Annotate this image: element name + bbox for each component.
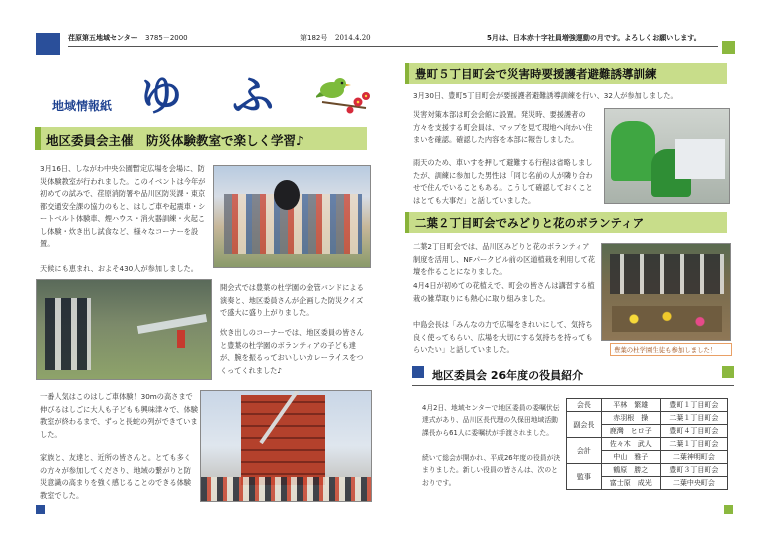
article4-para2: 続いて総会が開かれ、平成26年度の役員が決まりました。新しい役員の皆さんは、次のとおりです。: [422, 454, 561, 487]
officer-name: 平林 繁雄: [601, 399, 660, 412]
corner-square-blue-bottom: [36, 505, 45, 514]
photo-ladder-truck: [200, 390, 372, 502]
table-row: [567, 438, 728, 451]
officer-name: 鶴原 勝之: [601, 464, 660, 477]
phone: 3785－2000: [145, 34, 188, 42]
article4-para1: 4月2日、地域センターで地区委員の委嘱伏伝達式があり、品川区長代理の久保田地域活動課長から61人に委嘱状が手渡されました。: [422, 404, 560, 437]
photo-evacuation-training: [604, 108, 730, 204]
photo-mascot-crowd: [213, 165, 371, 268]
header-rule: [68, 46, 718, 47]
officers-table: [566, 398, 728, 490]
article2-para2: 雨天のため、車いすを押して避難する行程は省略しましたが、訓練に参加した男性は「同じ名前の人が隣り合わせで住んでいることもある。こうして確認しておくことはとても大事だ」と話していました。: [413, 158, 593, 205]
article1-para3: 炊き出しのコーナーでは、地区委員の皆さんと豊葉の杜学園のボランティアの子ども達が、腕を振るっておいしいカレーライスをつくってくれました♪: [220, 328, 364, 375]
section-square-blue: [412, 366, 424, 378]
officer-org: 豊町３丁目町会: [660, 464, 727, 477]
article3-para3: 中島会長は「みんなの力で広場をきれいにして、気持ち良く使ってもらい、広場を大切にする気持ちを持ってもらいたい」と話していました。: [413, 320, 593, 354]
corner-square-green-bottom: [724, 505, 733, 514]
table-row: [567, 399, 728, 412]
article1-para2: 開会式では豊葉の杜学園の金管バンドによる演奏と、地区委員さんが企画した防災クイズで盛大に盛り上がりました。: [220, 283, 364, 317]
table-row: [567, 412, 728, 425]
article3-headline: 二葉２丁目町会でみどりと花のボランティア: [405, 212, 727, 233]
corner-square-blue: [36, 33, 60, 55]
officer-name: 富士原 成光: [601, 477, 660, 490]
article1-para5: 家族と、友達と、近所の皆さんと。とても多くの方々が参加してくださり、地域の繋がりと防災意識の高まりを強く感じることのできる体験教室でした。: [40, 453, 191, 500]
photo-flower-planting: [601, 243, 731, 341]
masthead-label: 地域情報紙: [52, 99, 113, 113]
officer-role: 会長: [567, 399, 602, 412]
article1-para1: 3月16日、しながわ中央公園暫定広場を会場に、防災体験教室が行われました。このイベントは今年が初めての試みで、荏原消防署や品川区防災課・東京都交通安全課の協力のもと、はしご車や起震車・シートベルト体験車、煙ハウス・消火器訓練・火起こし体験・炊き出し試食など、様々なコーナーを設置。: [40, 164, 206, 248]
article2-headline: 豊町５丁目町会で災害時要援護者避難誘導訓練: [405, 63, 727, 84]
article2-lead: 3月30日、豊町5丁目町会が要援護者避難誘導訓練を行い、32人が参加しました。: [413, 91, 678, 100]
photo-fire-drill: [36, 279, 212, 380]
table-row: [567, 464, 728, 477]
article4-headline: 地区委員会 26年度の役員紹介: [432, 369, 584, 382]
article1-para4: 一番人気はこのはしご車体験！30mの高さまで伸びるはしごに大人も子どもも興味津々で、体験教室が終わるまで、ずっと長蛇の列ができていました。: [40, 392, 198, 439]
officer-name: 赤羽根 操: [601, 412, 660, 425]
article1-headline: 地区委員会主催 防災体験教室で楽しく学習♪: [35, 127, 367, 150]
officer-org: 二葉神明町会: [660, 451, 727, 464]
officer-org: 二葉１丁目町会: [660, 412, 727, 425]
officer-name: 中山 雅子: [601, 451, 660, 464]
corner-square-green: [722, 41, 735, 54]
officer-org: 二葉中央町会: [660, 477, 727, 490]
officer-name: 鹿灣 ヒロ子: [601, 425, 660, 438]
issue-date: 2014.4.20: [335, 34, 371, 42]
officer-org: 豊町１丁目町会: [660, 399, 727, 412]
issue-number: 第182号: [300, 34, 328, 42]
flower-photo-caption: 豊葉の杜学園生徒も参加しました！: [610, 343, 732, 356]
officer-role: 副会長: [567, 412, 602, 438]
header-notice: 5月は、日本赤十字社員増強運動の月です。よろしくお願いします。: [487, 34, 701, 42]
article1-para1b: 天候にも恵まれ、およそ430人が参加しました。: [40, 264, 198, 273]
article3-para1: 二葉2丁目町会では、品川区みどりと花のボランティア制度を活用し、NFパークビル前の区道植栽を利用して花壇を作ることになりました。: [413, 242, 596, 276]
masthead-title: ゆ ふ: [140, 71, 279, 120]
bird-plum-illustration: [316, 72, 374, 116]
officer-role: 監事: [567, 464, 602, 490]
publisher: 荏原第五地域センター: [68, 34, 138, 42]
officer-org: 豊町４丁目町会: [660, 425, 727, 438]
section-square-green: [722, 366, 734, 378]
article4-rule: [412, 385, 734, 386]
article3-para2: 4月4日が初めての花植えで、町会の皆さんは講習する植栽の雑草取りにも熱心に取り組みました。: [413, 281, 595, 303]
officer-role: 会計: [567, 438, 602, 464]
officer-name: 佐々木 武人: [601, 438, 660, 451]
officer-org: 二葉１丁目町会: [660, 438, 727, 451]
article2-para1: 災害対策本部は町会会館に設置。発災時、要援護者の方々を支援する町会員は、マップを見て現地へ向かい住まいを確認。確認した内容を本部に報告しました。: [413, 110, 593, 144]
